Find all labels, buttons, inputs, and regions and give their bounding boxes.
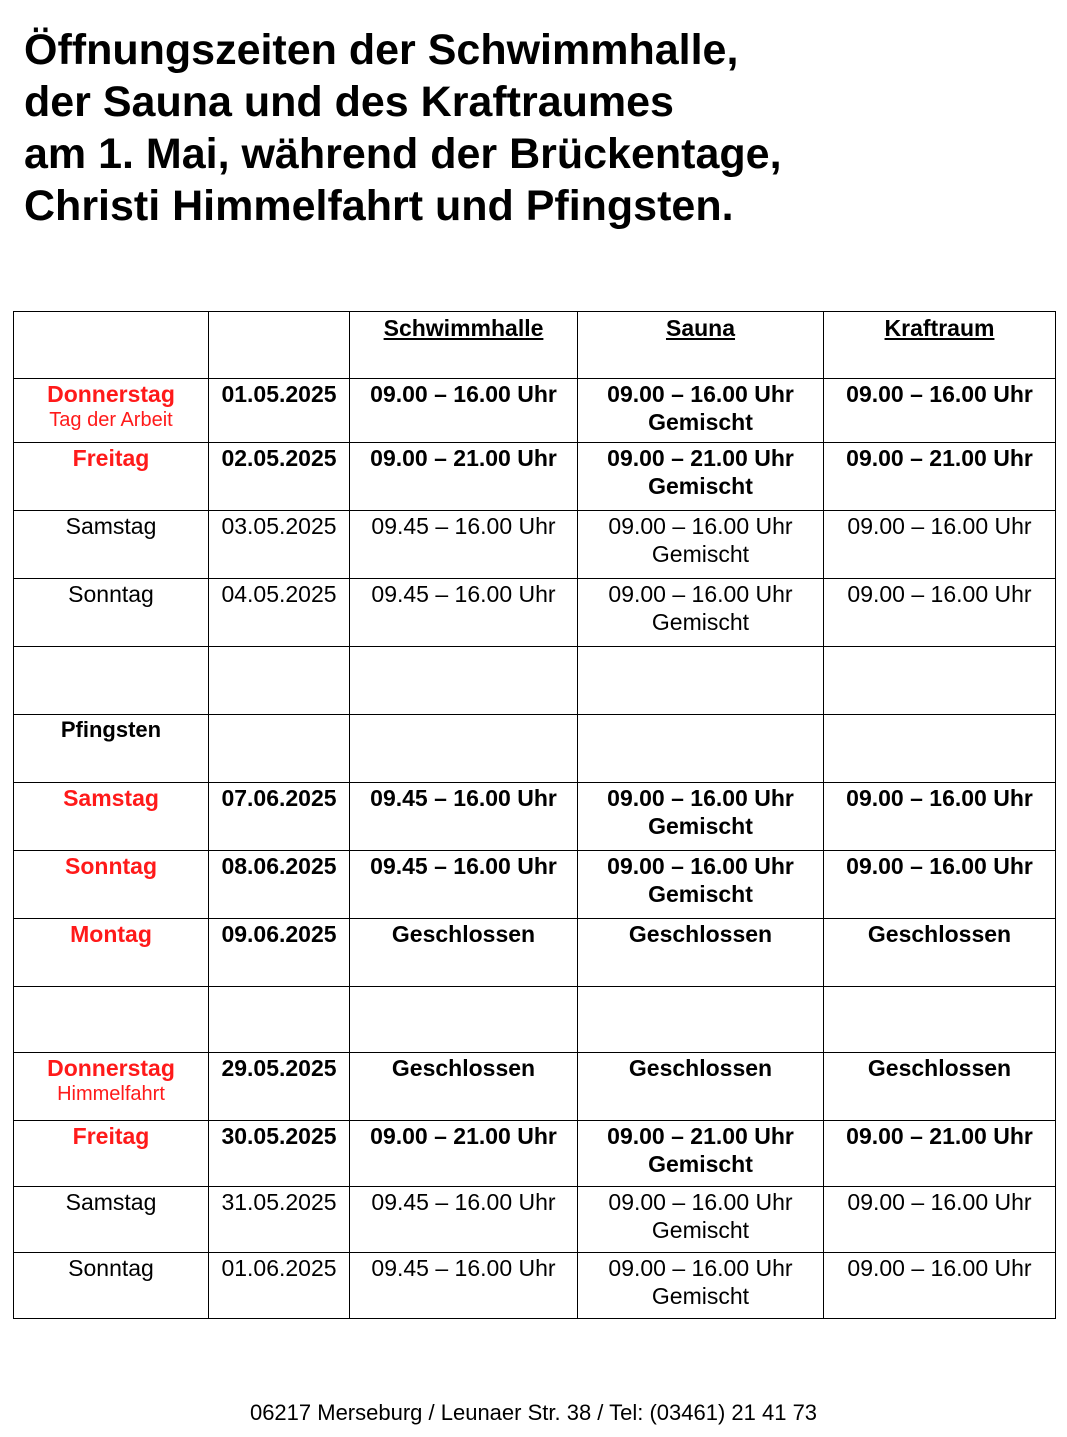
sauna-note: Gemischt — [648, 1151, 753, 1177]
day-cell — [14, 379, 209, 443]
sauna-cell — [578, 511, 824, 579]
kraftraum-cell: 09.00 – 21.00 Uhr — [824, 1121, 1056, 1187]
schwimmhalle-cell — [350, 987, 578, 1053]
sauna-hours: 09.00 – 21.00 Uhr — [607, 1123, 794, 1149]
address-footer: 06217 Merseburg / Leunaer Str. 38 / Tel: (03461) 21 41 73 — [249, 1400, 818, 1425]
table-row — [14, 851, 1056, 919]
table-row — [14, 1121, 1056, 1187]
sauna-cell — [578, 987, 824, 1053]
date-cell: 08.06.2025 — [209, 851, 350, 919]
date-cell: 29.05.2025 — [209, 1053, 350, 1121]
kraftraum-cell: Geschlossen — [824, 1053, 1056, 1121]
kraftraum-cell: 09.00 – 16.00 Uhr — [824, 1253, 1056, 1319]
day-cell: Samstag — [14, 511, 209, 579]
table-row — [14, 1253, 1056, 1319]
schwimmhalle-cell: 09.45 – 16.00 Uhr — [350, 579, 578, 647]
schwimmhalle-cell: 09.00 – 21.00 Uhr — [350, 1121, 578, 1187]
section-label: Pfingsten — [14, 715, 209, 783]
table-row — [14, 1187, 1056, 1253]
sauna-cell — [578, 715, 824, 783]
sauna-cell — [578, 851, 824, 919]
day-cell: Samstag — [14, 783, 209, 851]
header-cell-date — [209, 312, 350, 379]
kraftraum-cell: 09.00 – 21.00 Uhr — [824, 443, 1056, 511]
schwimmhalle-cell: 09.45 – 16.00 Uhr — [350, 1253, 578, 1319]
schwimmhalle-cell: 09.00 – 16.00 Uhr — [350, 379, 578, 443]
sauna-cell: Geschlossen — [578, 919, 824, 987]
kraftraum-cell: 09.00 – 16.00 Uhr — [824, 851, 1056, 919]
date-cell: 07.06.2025 — [209, 783, 350, 851]
day-cell: Freitag — [14, 1121, 209, 1187]
date-cell — [209, 987, 350, 1053]
schwimmhalle-cell: Geschlossen — [350, 919, 578, 987]
sauna-cell — [578, 783, 824, 851]
kraftraum-cell — [824, 715, 1056, 783]
sauna-hours: 09.00 – 16.00 Uhr — [607, 785, 794, 811]
kraftraum-cell: 09.00 – 16.00 Uhr — [824, 783, 1056, 851]
date-cell: 04.05.2025 — [209, 579, 350, 647]
sauna-cell — [578, 443, 824, 511]
date-cell: 02.05.2025 — [209, 443, 350, 511]
sauna-cell — [578, 1121, 824, 1187]
table-row — [14, 379, 1056, 443]
sauna-hours: 09.00 – 16.00 Uhr — [608, 581, 793, 607]
table-row-empty — [14, 987, 1056, 1053]
sauna-hours: 09.00 – 16.00 Uhr — [608, 1189, 793, 1215]
kraftraum-cell: 09.00 – 16.00 Uhr — [824, 579, 1056, 647]
day-cell: Sonntag — [14, 1253, 209, 1319]
date-cell: 03.05.2025 — [209, 511, 350, 579]
title-line: am 1. Mai, während der Brückentage, — [24, 130, 782, 178]
day-label: Donnerstag — [47, 1055, 175, 1081]
header-cell-schwimmhalle: Schwimmhalle — [350, 312, 578, 379]
sauna-cell — [578, 579, 824, 647]
sauna-hours: 09.00 – 16.00 Uhr — [607, 381, 794, 407]
schwimmhalle-cell: 09.45 – 16.00 Uhr — [350, 511, 578, 579]
table-row — [14, 919, 1056, 987]
table-row — [14, 511, 1056, 579]
header-cell-sauna: Sauna — [578, 312, 824, 379]
schwimmhalle-cell — [350, 647, 578, 715]
sauna-note: Gemischt — [651, 1217, 750, 1243]
sauna-hours: 09.00 – 16.00 Uhr — [608, 513, 793, 539]
kraftraum-cell: Geschlossen — [824, 919, 1056, 987]
date-cell: 01.05.2025 — [209, 379, 350, 443]
day-cell — [14, 1053, 209, 1121]
kraftraum-cell — [824, 987, 1056, 1053]
day-cell — [14, 987, 209, 1053]
kraftraum-cell: 09.00 – 16.00 Uhr — [824, 1187, 1056, 1253]
sauna-note: Gemischt — [648, 813, 753, 839]
day-cell: Montag — [14, 919, 209, 987]
schwimmhalle-cell: 09.45 – 16.00 Uhr — [350, 851, 578, 919]
sauna-cell — [578, 379, 824, 443]
kraftraum-cell — [824, 647, 1056, 715]
table-header-row — [14, 312, 1056, 379]
sauna-cell: Geschlossen — [578, 1053, 824, 1121]
sauna-note: Gemischt — [651, 609, 750, 635]
table-row — [14, 1053, 1056, 1121]
sauna-note: Gemischt — [648, 473, 753, 499]
day-cell — [14, 647, 209, 715]
table-row — [14, 443, 1056, 511]
sauna-note: Gemischt — [648, 881, 753, 907]
title-line: Öffnungszeiten der Schwimmhalle, — [24, 26, 739, 74]
table-row — [14, 783, 1056, 851]
date-cell: 01.06.2025 — [209, 1253, 350, 1319]
schwimmhalle-cell: 09.45 – 16.00 Uhr — [350, 783, 578, 851]
sauna-hours: 09.00 – 16.00 Uhr — [607, 853, 794, 879]
header-cell-kraftraum: Kraftraum — [824, 312, 1056, 379]
day-cell: Sonntag — [14, 579, 209, 647]
sauna-cell — [578, 647, 824, 715]
schwimmhalle-cell: Geschlossen — [350, 1053, 578, 1121]
sauna-note: Gemischt — [651, 1283, 750, 1309]
date-cell: 31.05.2025 — [209, 1187, 350, 1253]
day-cell: Samstag — [14, 1187, 209, 1253]
title-line: der Sauna und des Kraftraumes — [24, 78, 674, 126]
sauna-hours: 09.00 – 16.00 Uhr — [608, 1255, 793, 1281]
day-note: Himmelfahrt — [57, 1083, 165, 1105]
kraftraum-cell: 09.00 – 16.00 Uhr — [824, 379, 1056, 443]
sauna-cell — [578, 1187, 824, 1253]
sauna-cell — [578, 1253, 824, 1319]
date-cell — [209, 647, 350, 715]
date-cell: 09.06.2025 — [209, 919, 350, 987]
day-label: Donnerstag — [47, 381, 175, 407]
date-cell — [209, 715, 350, 783]
date-cell: 30.05.2025 — [209, 1121, 350, 1187]
table-row-empty — [14, 647, 1056, 715]
kraftraum-cell: 09.00 – 16.00 Uhr — [824, 511, 1056, 579]
sauna-note: Gemischt — [648, 409, 753, 435]
schwimmhalle-cell: 09.45 – 16.00 Uhr — [350, 1187, 578, 1253]
page-title — [24, 24, 1024, 232]
opening-hours-table — [13, 311, 1056, 1319]
table-row — [14, 579, 1056, 647]
day-note: Tag der Arbeit — [49, 409, 173, 431]
table-row-section — [14, 715, 1056, 783]
day-cell: Sonntag — [14, 851, 209, 919]
sauna-note: Gemischt — [651, 541, 750, 567]
title-line: Christi Himmelfahrt und Pfingsten. — [24, 182, 734, 230]
header-cell-day — [14, 312, 209, 379]
sauna-hours: 09.00 – 21.00 Uhr — [607, 445, 794, 471]
schwimmhalle-cell: 09.00 – 21.00 Uhr — [350, 443, 578, 511]
day-cell: Freitag — [14, 443, 209, 511]
schwimmhalle-cell — [350, 715, 578, 783]
